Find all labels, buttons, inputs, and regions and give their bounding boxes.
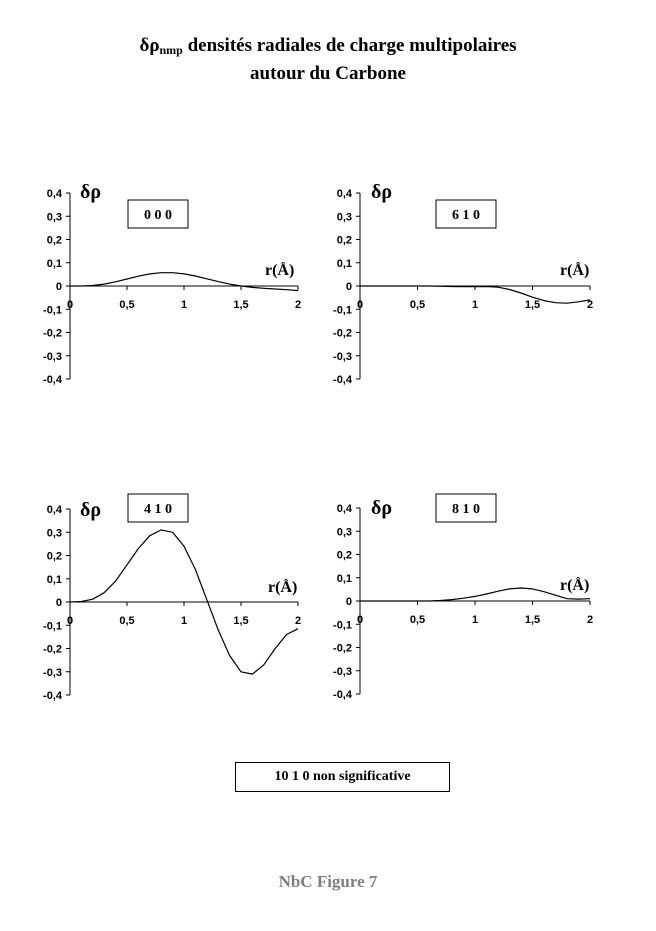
- y-tick-label: 0,3: [336, 526, 352, 539]
- title-subscript: nmp: [159, 43, 183, 57]
- mode-label: 8 1 0: [452, 502, 480, 517]
- x-tick-label: 0,5: [409, 614, 426, 626]
- x-tick-label: 1,5: [233, 299, 249, 311]
- x-tick-label: 2: [294, 615, 302, 627]
- x-tick-label: 1: [471, 614, 479, 626]
- non-significant-note: 10 1 0 non significative: [235, 762, 450, 792]
- y-tick-label: 0,3: [336, 211, 352, 224]
- y-tick-label: -0,2: [43, 643, 62, 656]
- x-axis-label: r(Å): [268, 579, 298, 596]
- x-tick-label: 1: [180, 299, 188, 311]
- y-tick-label: 0,1: [336, 572, 352, 585]
- y-tick-label: 0: [345, 281, 352, 293]
- y-tick-label: 0,2: [336, 549, 352, 562]
- y-tick-label: -0,3: [43, 350, 62, 363]
- x-axis-label: r(Å): [560, 262, 590, 279]
- title-line-1-text: densités radiales de charge multipolaires: [182, 35, 517, 56]
- x-tick-label: 0,5: [119, 299, 135, 311]
- y-tick-label: -0,3: [333, 350, 352, 363]
- x-tick-label: 1,5: [524, 299, 541, 311]
- x-tick-label: 0,5: [119, 615, 135, 627]
- x-axis-label: r(Å): [265, 262, 295, 279]
- y-tick-label: -0,4: [43, 374, 62, 386]
- y-tick-label: 0,4: [336, 188, 352, 200]
- x-tick-label: 2: [586, 614, 594, 626]
- y-axis-label: δρ: [371, 181, 393, 203]
- y-axis-label: δρ: [371, 497, 393, 519]
- title-line-2: autour du Carbone: [250, 63, 406, 84]
- x-tick-label: 1: [471, 299, 479, 311]
- mode-label: 0 0 0: [144, 208, 172, 223]
- y-tick-label: 0: [55, 281, 62, 293]
- y-tick-label: 0,1: [336, 257, 352, 270]
- y-tick-label: 0,4: [46, 504, 62, 516]
- y-tick-label: -0,3: [43, 666, 62, 679]
- x-tick-label: 0: [356, 299, 364, 311]
- figure-footer: NbC Figure 7: [278, 872, 378, 891]
- y-tick-label: -0,1: [43, 620, 62, 633]
- x-tick-label: 1,5: [524, 614, 541, 626]
- y-tick-label: -0,2: [333, 327, 352, 340]
- x-tick-label: 1: [180, 615, 188, 627]
- density-curve: [360, 588, 590, 601]
- x-tick-label: 0: [66, 615, 74, 627]
- y-tick-label: -0,3: [333, 665, 352, 678]
- x-tick-label: 2: [586, 299, 594, 311]
- y-tick-label: 0: [345, 596, 352, 608]
- x-tick-label: 0: [356, 614, 364, 626]
- y-tick-label: 0,4: [46, 188, 62, 200]
- y-tick-label: 0,2: [336, 234, 352, 247]
- y-tick-label: 0,1: [46, 573, 62, 586]
- y-tick-label: -0,4: [43, 690, 62, 702]
- mode-label: 4 1 0: [144, 502, 172, 517]
- y-tick-label: -0,1: [333, 619, 352, 632]
- y-tick-label: 0,2: [46, 550, 62, 563]
- x-axis-label: r(Å): [560, 577, 590, 594]
- y-tick-label: -0,2: [333, 642, 352, 655]
- mode-label: 6 1 0: [452, 208, 480, 223]
- title-delta-rho: δρ: [139, 35, 160, 56]
- x-tick-label: 0: [66, 299, 74, 311]
- y-tick-label: 0,3: [46, 211, 62, 224]
- y-tick-label: -0,4: [333, 374, 352, 386]
- y-tick-label: 0,2: [46, 234, 62, 247]
- y-tick-label: -0,2: [43, 327, 62, 340]
- y-tick-label: -0,1: [333, 304, 352, 317]
- y-axis-label: δρ: [80, 499, 102, 521]
- y-tick-label: -0,1: [43, 304, 62, 317]
- x-tick-label: 0,5: [409, 299, 426, 311]
- y-tick-label: 0,4: [336, 503, 352, 515]
- y-axis-label: δρ: [80, 181, 102, 203]
- y-tick-label: 0: [55, 597, 62, 609]
- x-tick-label: 1,5: [233, 615, 249, 627]
- x-tick-label: 2: [294, 299, 302, 311]
- y-tick-label: -0,4: [333, 689, 352, 701]
- y-tick-label: 0,3: [46, 527, 62, 540]
- y-tick-label: 0,1: [46, 257, 62, 270]
